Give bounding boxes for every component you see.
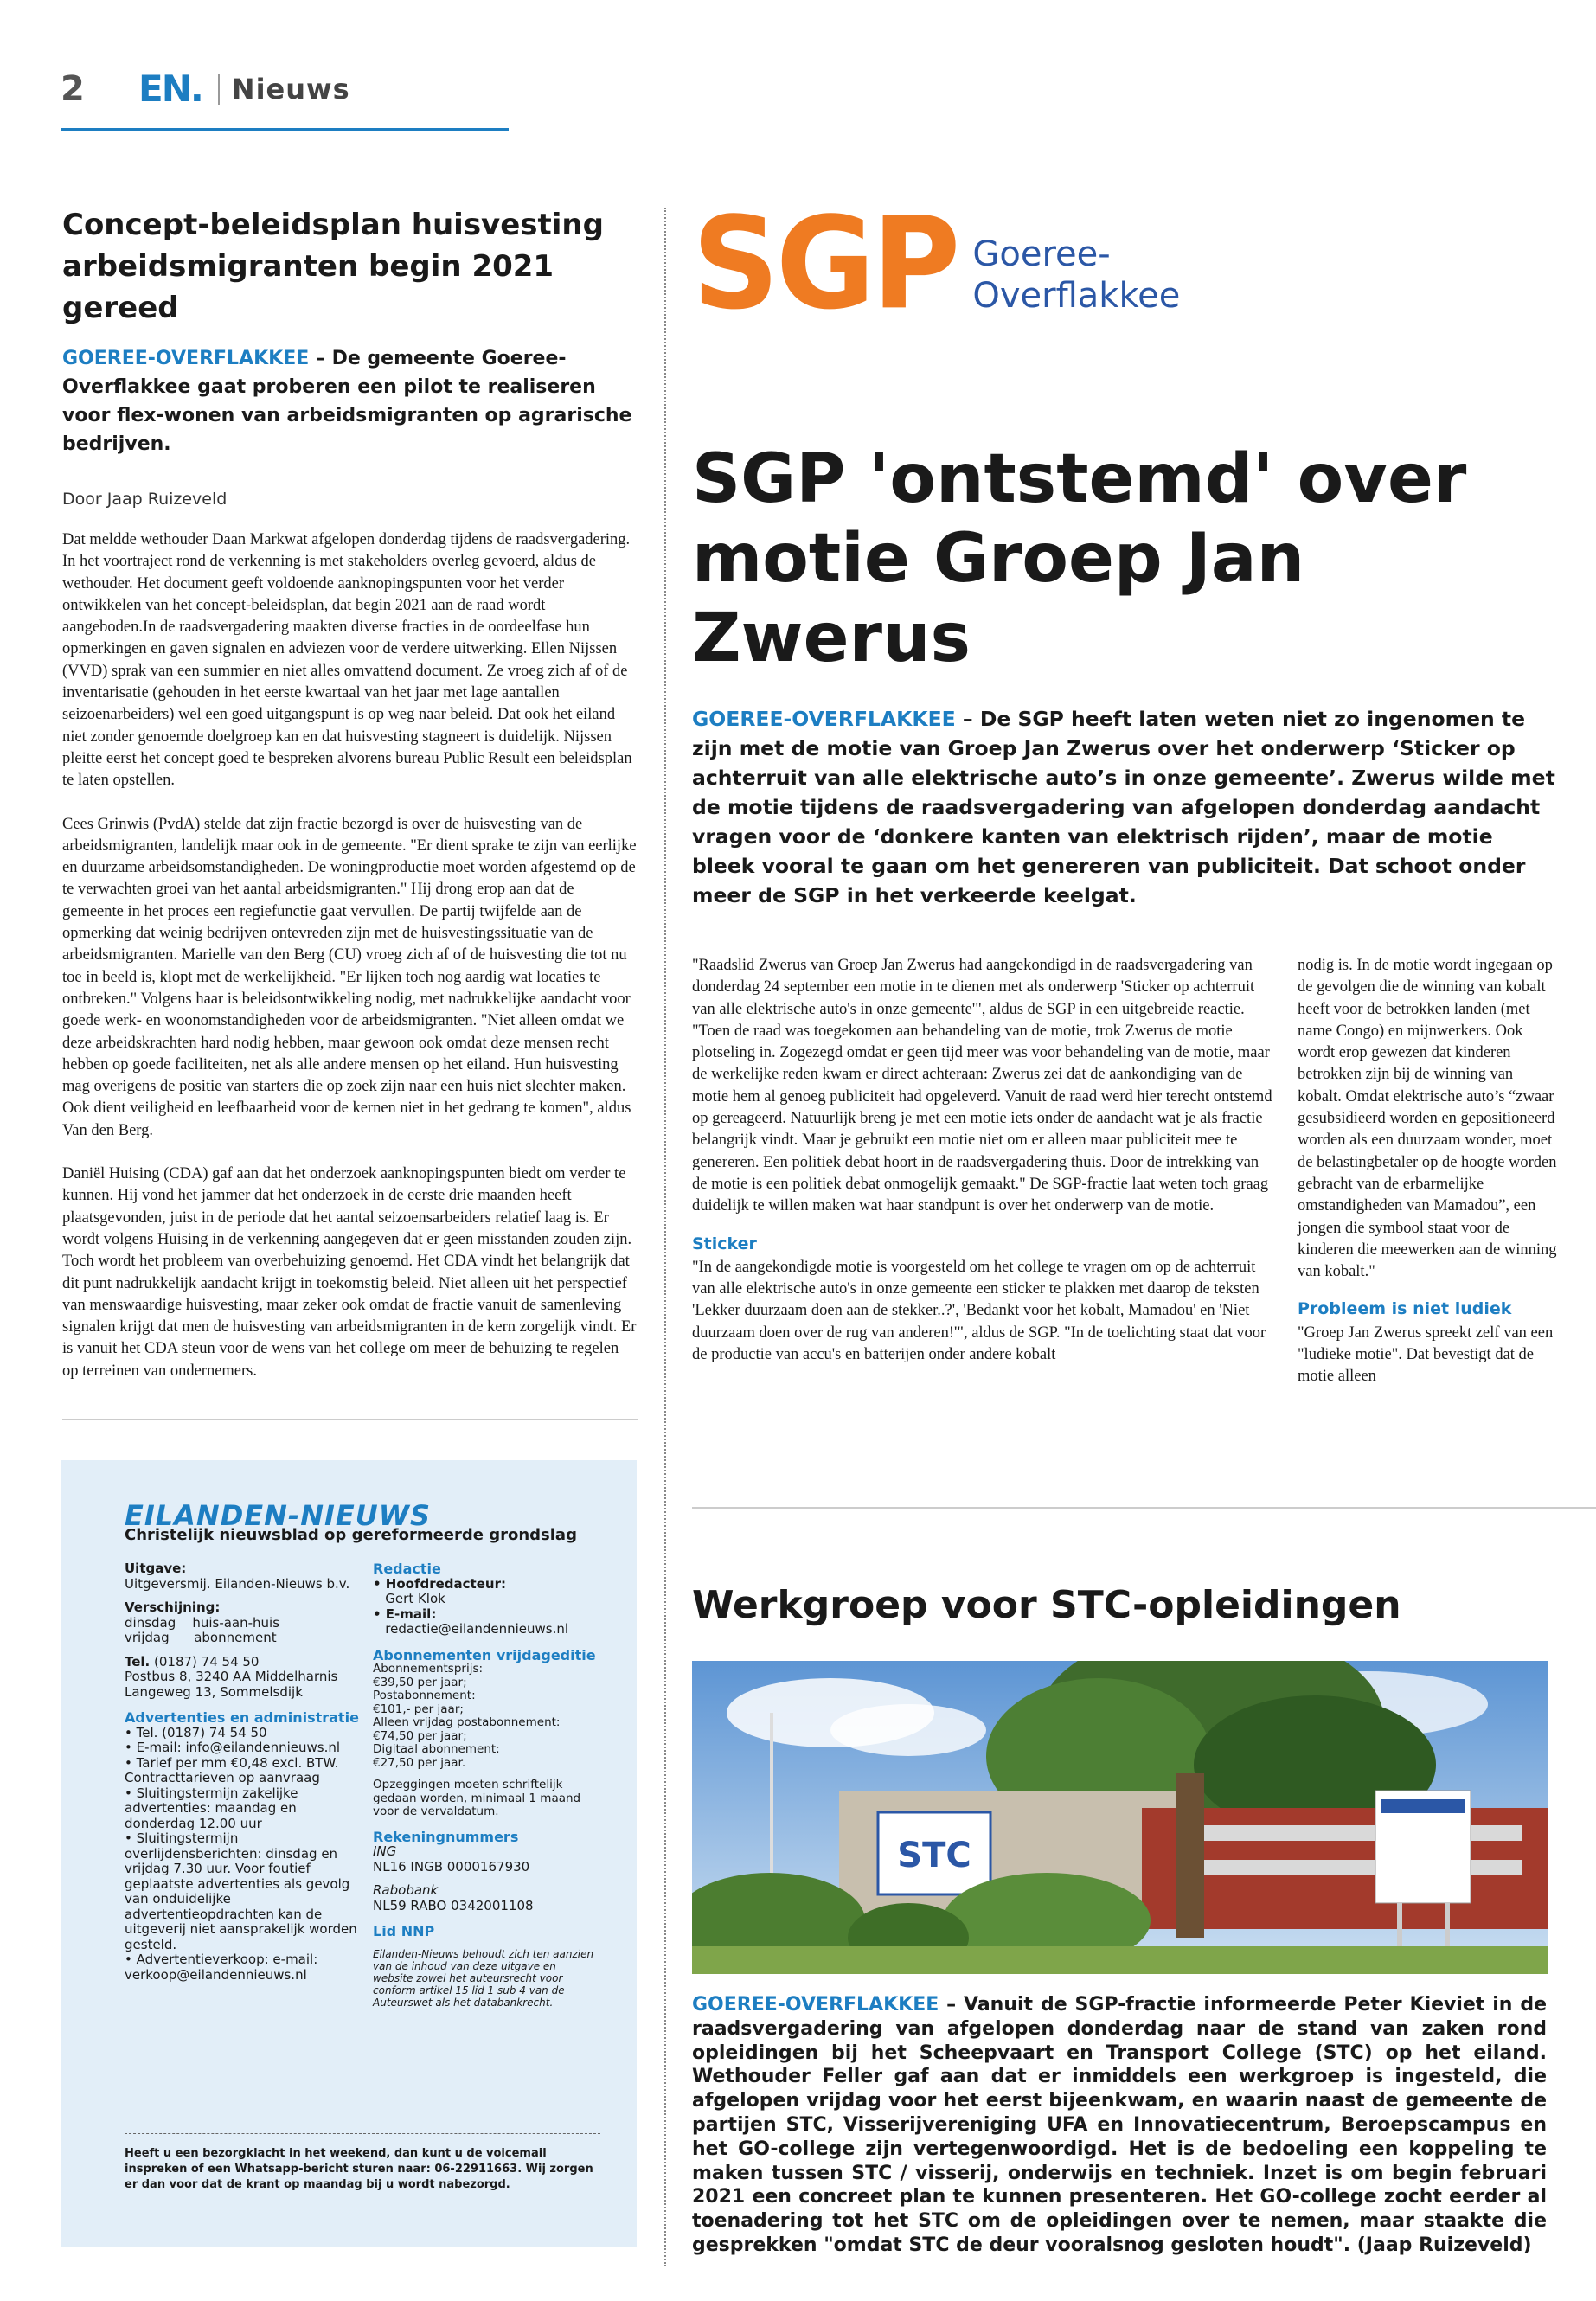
dateline: GOEREE-OVERFLAKKEE [692,707,956,731]
paragraph: Dat meldde wethouder Daan Markwat afgelopen donderdag tijdens de raadsvergadering. In het voortraject rond de verkenning is met stakeholders overleg gevoerd, aldus de wethouder. Het document geeft voldoende aanknopingspunten voor het verder ontwikkelen van het concept-beleidsplan, dat begin 2021 aan de raad wordt aangeboden.In de raadsvergadering maakten diverse fracties in de oordeelfase hun opmerkingen en gaven signalen en adviezen voor de verdere uitwerking. Ellen Nijssen (VVD) sprak van een summier en niet alles omvattend document. Ze vroeg zich af of de inventarisatie (gehouden in het eerste kwartaal van het jaar met lage aantallen seizoenarbeiders) wel een goed uitgangspunt is op weg naar beleid. Dat ook het eiland niet zonder genoemde doelgroep kan en dat huisvesting stagneert is duidelijk. Nijssen pleitte eerst het concept goed te bespreken alvorens bureau Public Result een beleidsplan te laten opstellen. [62,531,632,790]
lead-text: – De SGP heeft laten weten niet zo ingenomen te zijn met de motie van Groep Jan Zwerus over het onderwerp ‘Sticker op achterruit van alle elektrische auto’s in onze gemeente’. Zwerus wilde met de motie tijdens de raadsvergadering van afgelopen donderdag aandacht vragen voor de ‘donkere kanten van elektrisch rijden’, maar de motie bleek vooral te gaan om het genereren van publiciteit. Dat schoot onder meer de SGP in het verkeerde keelgat. [692,707,1555,907]
paragraph: Cees Grinwis (PvdA) stelde dat zijn fractie bezorgd is over de huisvesting van de arbeidsmigranten, landelijk maar ook in de gemeente. "Er dient sprake te zijn van eerlijke en duurzame arbeidsomstandigheden. De woningproductie moet worden afgestemd op de te verwachten groei van het aantal arbeidsmigranten." Hij drong erop aan dat de gemeente in het proces een regiefunctie gaat vervullen. De partij twijfelde aan de opmerking dat weinig bedrijven ontevreden zijn met de huisvestingssituatie van de arbeidsmigranten. Marielle van den Berg (CU) vroeg zich af of de huisvesting die tot nu toe in beeld is, klopt met de werkelijkheid. "Er lijken toch nog aardig wat locaties te ontbreken." Volgens haar is beleidsontwikkeling nodig, met nadrukkelijke aandacht voor goede werk- en woonomstandigheden voor de arbeidsmigranten. "Niet alleen omdat we deze arbeidskrachten hard nodig hebben, maar gewoon ook omdat deze mensen recht hebben op goede faciliteiten, net als alle andere mensen op het eiland. Hun huisvesting mag overigens de positie van starters die op zoek zijn naar een huis niet slechter maken. Ook dient veiligheid en leefbaarheid voor de kernen niet in het gedrang te komen", aldus Van den Berg. [62,815,637,1139]
paragraph: nodig is. In de motie wordt ingegaan op de gevolgen die de winning van kobalt heeft voor de betrokken landen (met name Congo) en mijnwerkers. Ook wordt erop gewezen dat kinderen betrokken zijn bij de winning van kobalt. Omdat elektrische auto’s “zwaar gesubsidieerd worden en gepositioneerd worden als een duurzaam wonder, moet de belastingbetaler op de hoogte worden gebracht van de erbarmelijke omstandigheden van Mamadou”, een jongen die symbool staat voor de kinderen die meewerken aan de winning van kobalt." [1298,957,1557,1281]
sgp-logo-line1: Goeree- [972,234,1111,274]
list-item: Alleen vrijdag postabonnement: [373,1715,561,1729]
paragraph: "Raadslid Zwerus van Groep Jan Zwerus had aangekondigd in de raadsvergadering van donderdag 24 september een motie in te dienen met als onderwerp 'Sticker op achterruit van alle elektrische auto's in onze gemeente'", aldus de SGP in een uitgebreide reactie. "Toen de raad was toegekomen aan behandeling van de motie, trok Zwerus de motie plotseling in. Zogezegd omdat er geen tijd meer was voor behandeling van de motie, maar de werkelijke reden kwam er direct achteraan: Zwerus zei dat de aankondiging van de motie hem al genoeg publiciteit had opgeleverd. Vanuit de raad werd hier terecht ontstemd op gereageerd. Natuurlijk breng je met een motie iets onder de aandacht wat je als fractie belangrijk vindt. Maar je gebruikt een motie niet om er alleen maar publiciteit mee te genereren. Een politiek debat hoort in de raadsvergadering thuis. Door de intrekking van de motie is een politiek debat onmogelijk gemaakt." De SGP-fractie laat weten toch graag duidelijk te willen maken wat haar standpunt is over het onderwerp van de motie. [692,957,1272,1215]
sgp-logo-word: SGP [692,189,958,339]
section-heading: Redactie [373,1561,441,1577]
colophon-footer: Heeft u een bezorgklacht in het weekend, dan kunt u de voicemail inspreken of een Whatsapp-bericht sturen naar: 06-22911663. Wij zorgen er dan voor dat de krant op maandag bij u wordt nabezorgd. [125,2133,600,2193]
section-title: Nieuws [231,72,350,106]
column-divider [664,208,666,2266]
bank-label: ING [373,1843,397,1859]
byline: Door Jaap Ruizeveld [62,490,228,509]
dateline: GOEREE-OVERFLAKKEE [62,348,310,369]
list-item: • E-mail: [373,1606,437,1622]
disclaimer: Eilanden-Nieuws behoudt zich ten aanzien van de inhoud van deze uitgave en website zowel het auteursrecht voor conform artikel 15 lid 1 sub 4 van de Auteurswet als het databankrecht. [373,1947,594,2009]
section-rule [62,1419,638,1420]
list-item: • Tel. (0187) 74 54 50 [125,1724,267,1740]
eilanden-nieuws-logo: EILANDEN-NIEUWS [125,1499,432,1532]
bank-account: NL59 RABO 0342001108 [373,1897,534,1913]
list-item: • E-mail: info@eilandennieuws.nl [125,1740,341,1755]
article-huisvesting [62,204,637,1404]
header-separator [218,74,220,105]
abonnement-info [373,1663,598,1770]
colophon-box [61,1460,637,2247]
list-item: €27,50 per jaar. [373,1755,466,1770]
paragraph: "In de aangekondigde motie is voorgesteld om het college te vragen om op de achterruit van alle elektrische auto's in onze gemeente een sticker te plakken met daarop de teksten 'Lekker duurzaam doen aan de stekker..?', 'Bedankt voor het kobalt, Mamadou' en 'Niet duurzaam doen over de rug van anderen!'", aldus de SGP. "In de toelichting staat dat voor de productie van accu's en batterijen onder andere kobalt [692,1258,1266,1364]
list-item: Abonnementsprijs: [373,1662,484,1676]
stc-photo [692,1661,1548,1974]
list-item: redactie@eilandennieuws.nl [373,1621,569,1637]
page-number: 2 [61,68,85,109]
header-rule [61,128,509,131]
column-2 [1298,955,1557,1410]
paragraph: "Groep Jan Zwerus spreekt zelf van een "ludieke motie". Dat bevestigt dat de motie alleen [1298,1324,1554,1386]
list-item: Digitaal abonnement: [373,1742,500,1756]
stc-building-photo [692,1661,1548,1974]
list-item: • Sluitingstermijn zakelijke advertenties: maandag en donderdag 12.00 uur [125,1785,298,1831]
subhead: Sticker [692,1234,757,1253]
sgp-logo [692,189,1181,339]
tagline: Christelijk nieuwsblad op gereformeerde grondslag [125,1525,577,1544]
address: Langeweg 13, Sommelsdijk [125,1683,303,1700]
article-lead [692,704,1557,910]
list-item: • Tarief per mm €0,48 excl. BTW. Contracttarieven op aanvraag [125,1754,339,1785]
opzegging-text: Opzeggingen moeten schriftelijk gedaan worden, minimaal 1 maand voor de vervaldatum. [373,1778,581,1818]
section-heading: Lid NNP [373,1923,435,1939]
subhead: Probleem is niet ludiek [1298,1299,1512,1319]
bank-label: Rabobank [373,1882,439,1898]
article-title: Concept-beleidsplan huisvesting arbeidsmigranten begin 2021 gereed [62,208,604,325]
colophon-col-b [373,1561,598,2009]
lead-text: – De gemeente Goeree-Overflakkee gaat proberen een pilot te realiseren voor flex-wonen van arbeidsmigranten op agrarische bedrijven. [62,348,632,455]
sgp-logo-line2: Overflakkee [972,276,1181,316]
section-heading: Advertenties en administratie [125,1709,359,1726]
colophon-grid [125,1561,600,2009]
colophon-col-a [125,1561,362,2009]
postbus: Postbus 8, 3240 AA Middelharnis [125,1669,338,1684]
lead-text: – Vanuit de SGP-fractie informeerde Peter Kieviet in de raadsvergadering van afgelopen donderdag naar de stand van zaken rond opleidingen bij het Scheepvaart en Transport College (STC) op het eiland. Wethouder Feller gaf aan dat er inmiddels een werkgroep is ingesteld, die afgelopen vrijdag voor het eerst bijeenkwam, en waarin naast de gemeente de partijen STC, Visserijvereniging UFA en Innovatiecentrum, Beroepscampus en het GO-college zijn vertegenwoordigd. Het is de bedoeling een koppeling te maken tussen STC / visserij, onderwijs en techniek. Inzet is om begin februari 2021 een concreet plan te kunnen presenteren. Het GO-college zocht eerder al toenadering tot het STC om de opleidingen over te nemen, maar staakte die gesprekken "omdat STC de deur vooralsnog gesloten houdt". (Jaap Ruizeveld) [692,1994,1547,2256]
section-heading: Rekeningnummers [373,1828,519,1845]
stc-sign-text: STC [897,1836,971,1875]
article-lead [692,1993,1547,2258]
bank-account: NL16 INGB 0000167930 [373,1858,530,1875]
list-item: €101,- per jaar; [373,1702,464,1716]
article-sgp [692,439,1557,1410]
list-item: €39,50 per jaar; [373,1675,467,1689]
article-title: SGP 'ontstemd' over motie Groep Jan Zwerus [692,440,1467,677]
list-item: • Advertentieverkoop: e-mail: verkoop@eilandennieuws.nl [125,1952,318,1983]
value: vrijdag abonnement [125,1630,277,1645]
label: Uitgave: [125,1561,187,1576]
paragraph: Daniël Huising (CDA) gaf aan dat het onderzoek aanknopingspunten biedt om verder te kunnen. Hij vond het jammer dat het onderzoek in de eerste drie maanden heeft plaatsgevonden, juist in de periode dat het aantal seizoensarbeiders relatief laag is. Er wordt volgens Huising in de verkenning aangegeven dat er geen misstanden zouden zijn. Toch wordt het probleem van overbehuizing genoemd. Het CDA vindt het belangrijk dat dit punt nadrukkelijk aandacht krijgt in toekomstig beleid. Niet alleen uit het perspectief van menswaardige huisvesting, maar zeker ook omdat de fractie vanuit de samenleving signalen krijgt dat men de huisvesting van arbeidsmigranten in de kern zorgelijk vindt. Er is vanuit het CDA steun voor de wens van het college om meer de behuizing te regelen op terreinen van ondernemers. [62,1165,637,1380]
section-rule [692,1507,1596,1509]
list-item: • Hoofdredacteur: [373,1575,506,1592]
page-header [61,67,350,110]
article-columns [692,955,1557,1410]
list-item: €74,50 per jaar; [373,1728,467,1743]
sgp-logo-subtitle [972,234,1180,317]
article-lead [62,344,637,458]
article-stc [692,1583,1547,2258]
label: Verschijning: [125,1599,221,1615]
dateline: GOEREE-OVERFLAKKEE [692,1994,939,2016]
list-item: Postabonnement: [373,1689,476,1702]
tel-line [125,1655,362,1670]
value: (0187) 74 54 50 [150,1653,260,1670]
value: Uitgeversmij. Eilanden-Nieuws b.v. [125,1575,350,1592]
en-logo: EN. [138,67,202,110]
list-item: Gert Klok [373,1591,445,1606]
article-title: Werkgroep voor STC-opleidingen [692,1583,1401,1627]
value: dinsdag huis-aan-huis [125,1614,280,1631]
label: Tel. [125,1653,151,1670]
section-heading: Abonnementen vrijdageditie [373,1646,596,1663]
list-item: • Sluitingstermijn overlijdensberichten: dinsdag en vrijdag 7.30 uur. Voor foutief geplaatste advertenties als gevolg van onduidelijke advertentieopdrachten kan de uitgeverij niet aansprakelijk worden gesteld. [125,1830,357,1952]
article-body [62,529,637,1382]
column-1 [692,955,1273,1410]
